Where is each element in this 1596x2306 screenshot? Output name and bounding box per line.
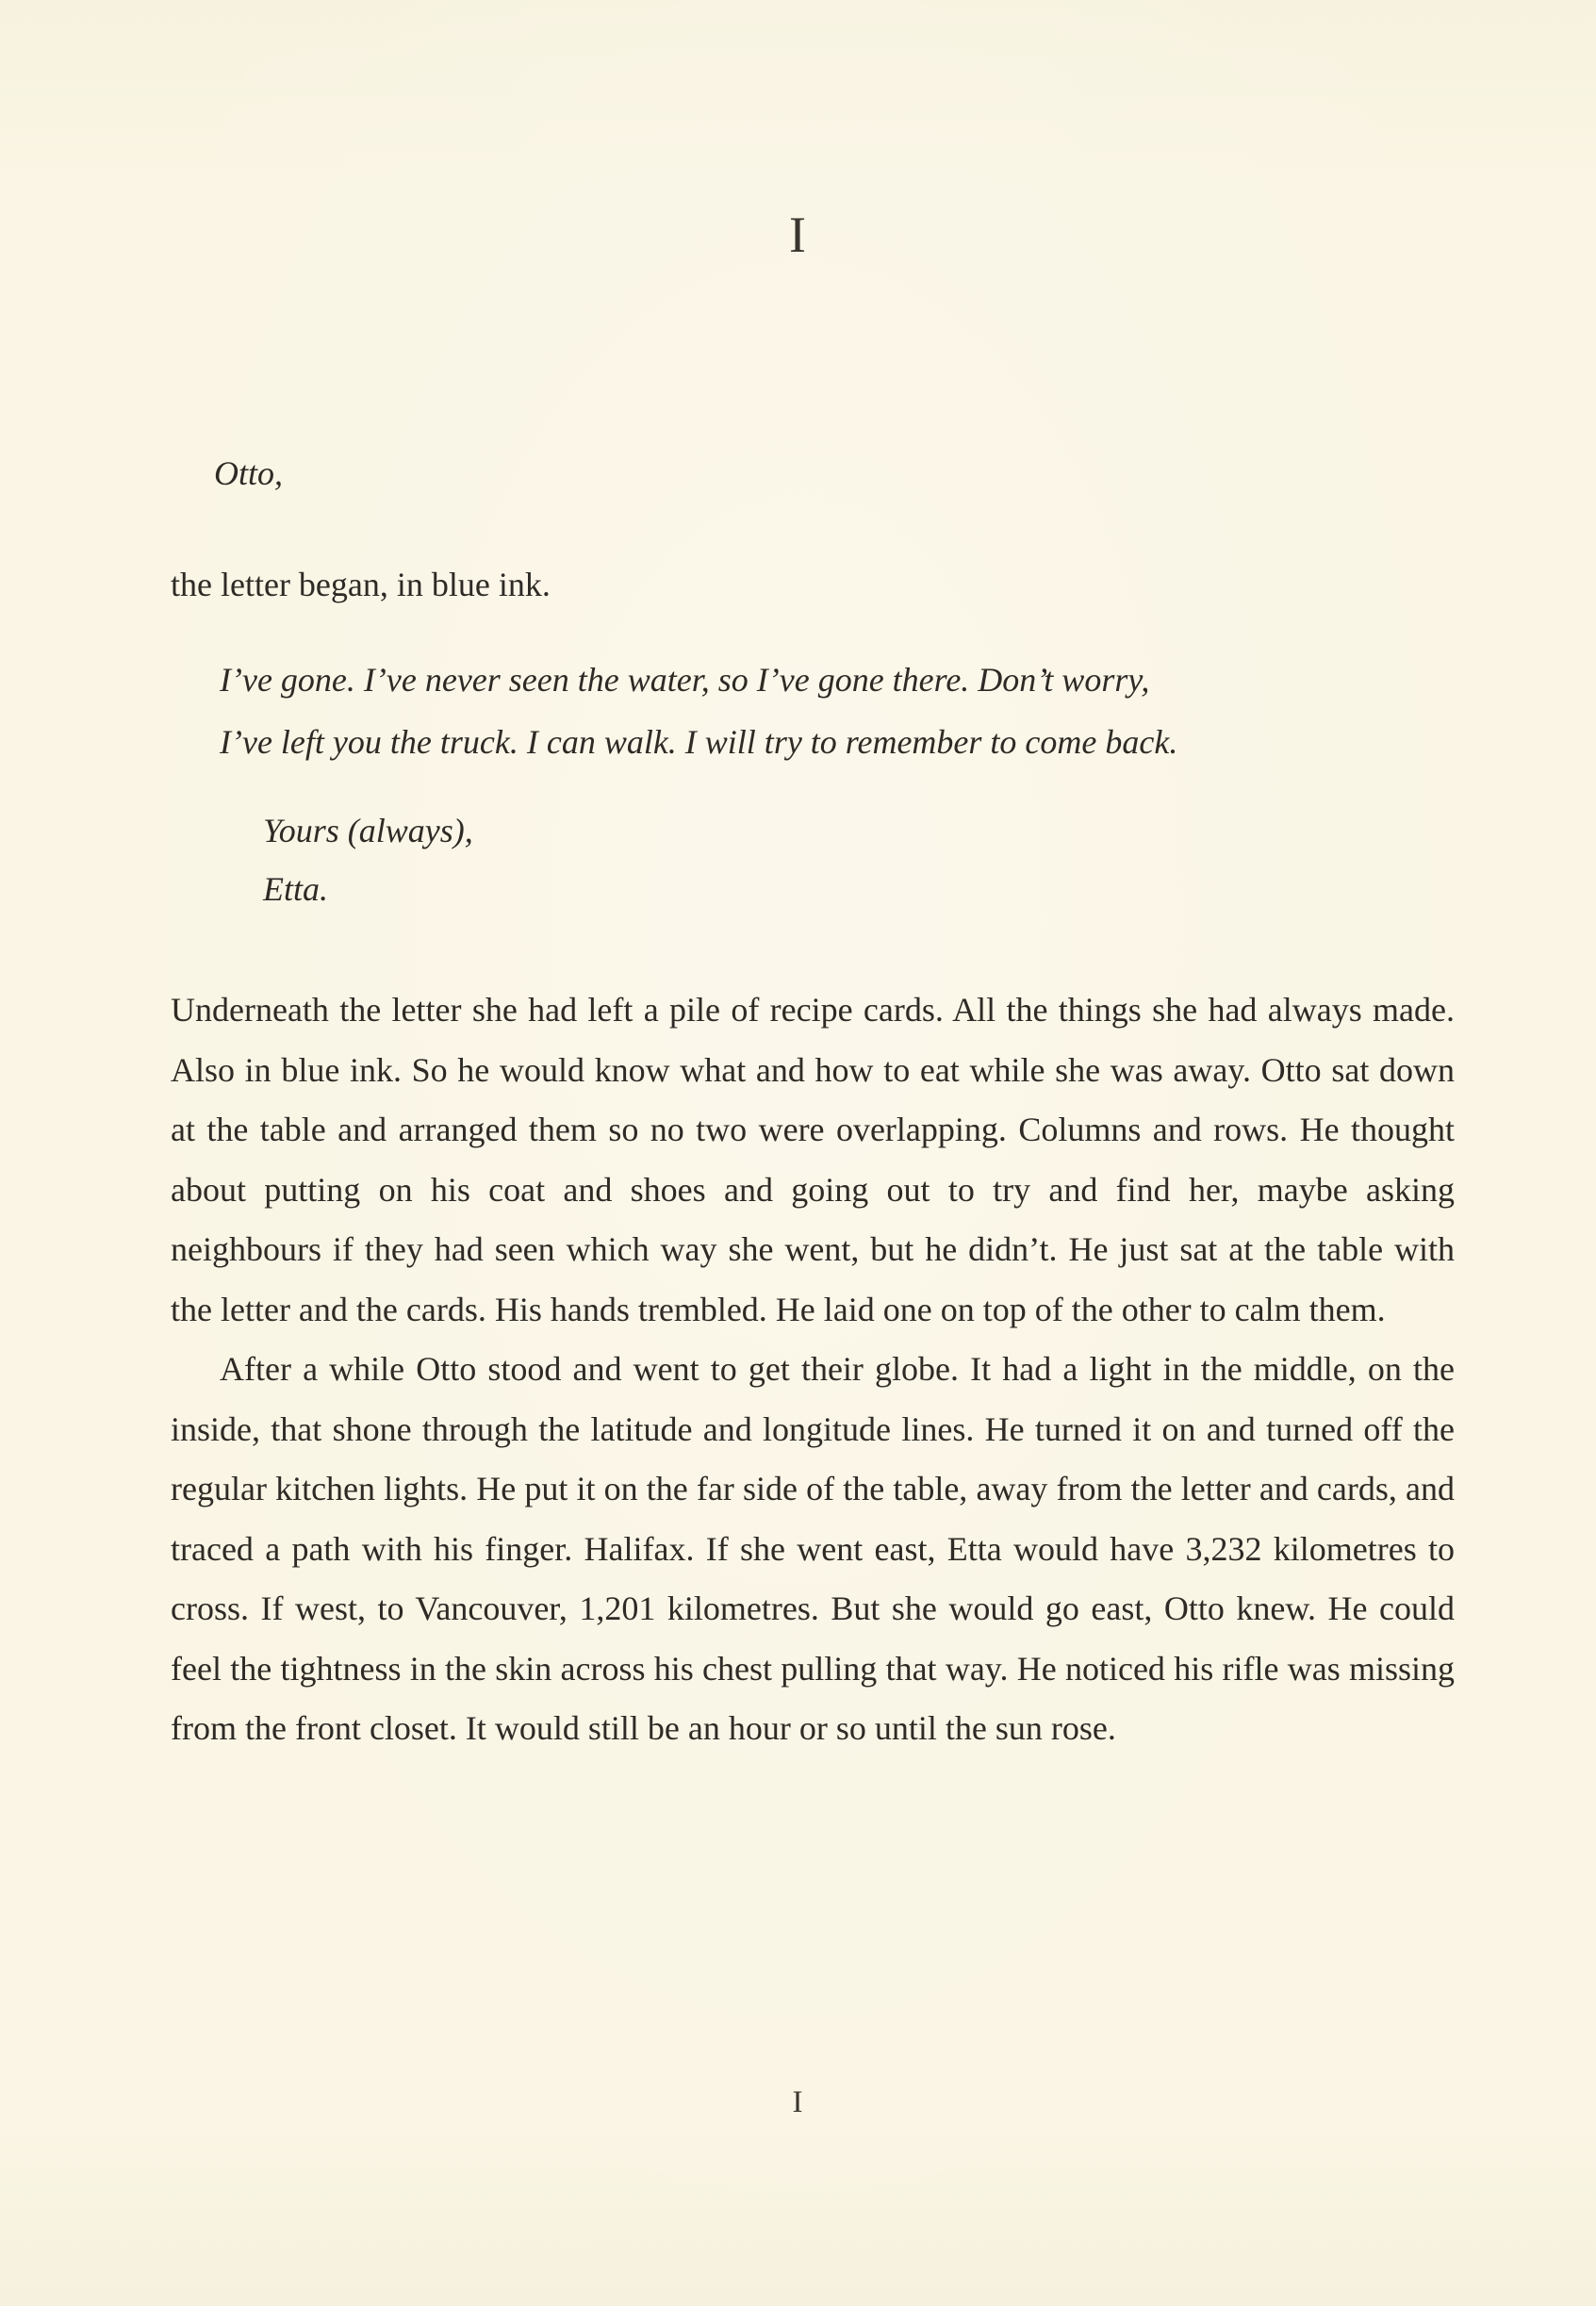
letter-salutation: Otto, (214, 454, 284, 492)
page-number: I (792, 2085, 804, 2119)
letter-body-line: I’ve left you the truck. I can walk. I will try to remember to come back. (220, 723, 1178, 761)
paragraph: Underneath the letter she had left a pile of recipe cards. All the things she had always made. Also in blue ink. So he would know what and how to eat while she was away. Otto sat down at the table and arranged them so no two were overlapping. Columns and rows. He thought about putting on his coat and shoes and going out to try and find her, maybe asking neighbours if they had seen which way she went, but he didn’t. He just sat at the table with the letter and the cards. His hands trembled. He laid one on top of the other to calm them. (171, 991, 1455, 1328)
letter-body (171, 649, 1455, 773)
letter-intro: the letter began, in blue ink. (171, 566, 551, 603)
letter-closing: Yours (always), (263, 812, 473, 849)
text-block (171, 443, 1455, 1759)
chapter-number: I (789, 206, 807, 263)
letter-body-line: I’ve gone. I’ve never seen the water, so I’ve gone there. Don’t worry, (220, 661, 1150, 699)
letter-signature: Etta. (263, 870, 328, 908)
paragraph: After a while Otto stood and went to get their globe. It had a light in the middle, on the inside, that shone through the latitude and longitude lines. He turned it on and turned off the regular kitchen lights. He put it on the far side of the table, away from the letter and cards, and traced a path with his finger. Halifax. If she went east, Etta would have 3,232 kilometres to cross. If west, to Vancouver, 1,201 kilometres. But she would go east, Otto knew. He could feel the tightness in the skin across his chest pulling that way. He noticed his rifle was missing from the front closet. It would still be an hour or so until the sun rose. (171, 1350, 1455, 1747)
letter-closing-block (171, 801, 1455, 918)
